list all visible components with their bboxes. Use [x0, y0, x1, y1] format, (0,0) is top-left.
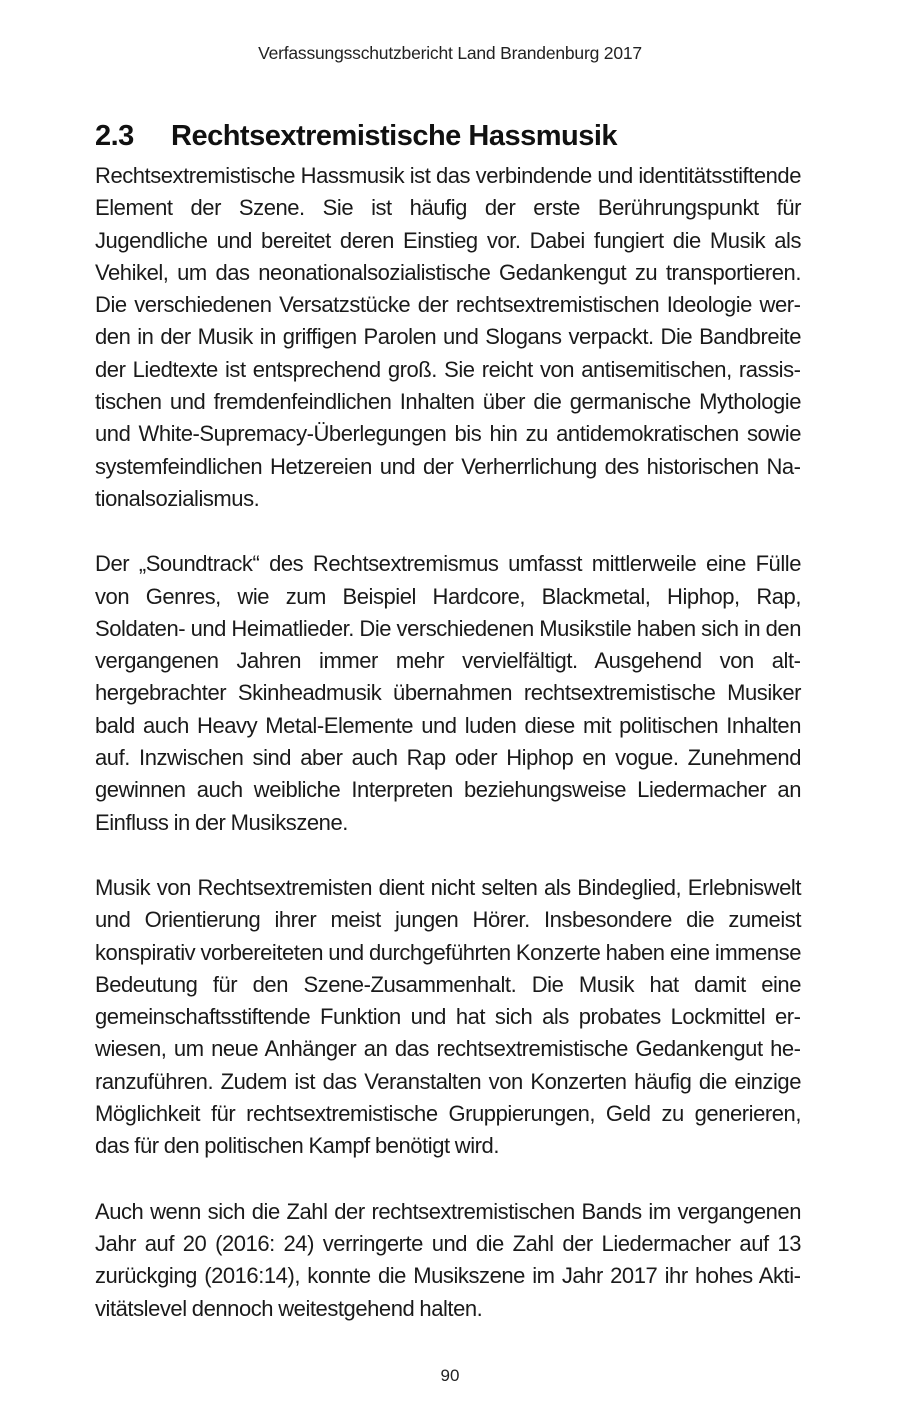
paragraph-1: Rechtsextremistische Hassmusik ist das verbindende und identitätsstiftende Element der Szene. Sie ist häufig der erste Berührungspunkt für Jugendliche und bereitet deren Einstieg vor. Dabei fungiert die Musik als Vehikel, um das neonationalsozialistische Gedankengut zu transportieren. Die verschiedenen Versatzstücke der rechtsextremistischen Ideologie werden in der Musik in griffigen Parolen und Slogans verpackt. Die Bandbreite der Liedtexte ist entsprechend groß. Sie reicht von antisemitischen, rassistischen und fremdenfeindlichen Inhalten über die germanische Mythologie und White-Supremacy-Überlegungen bis hin zu antidemokratischen sowie systemfeindlichen Hetzereien und der Verherrlichung des historischen Nationalsozialismus.	[95, 163, 801, 511]
body-text	[95, 160, 801, 1358]
section-title: Rechtsextremistische Hassmusik	[171, 120, 618, 153]
paragraph-2: Der „Soundtrack“ des Rechtsextremismus umfasst mittlerweile eine Fülle von Genres, wie zum Beispiel Hardcore, Blackmetal, Hiphop, Rap, Soldaten- und Heimatlieder. Die verschiedenen Musikstile haben sich in den vergangenen Jahren immer mehr vervielfältigt. Ausgehend von althergebrachter Skinheadmusik übernahmen rechtsextremistische Musiker bald auch Heavy Metal-Elemente und luden diese mit politischen Inhalten auf. Inzwischen sind aber auch Rap oder Hiphop en vogue. Zunehmend gewinnen auch weibliche Interpreten beziehungsweise Liedermacher an Einfluss in der Musikszene.	[95, 551, 801, 835]
section-number: 2.3	[95, 120, 134, 153]
paragraph-4: Auch wenn sich die Zahl der rechtsextremistischen Bands im vergangenen Jahr auf 20 (2016: 24) verringerte und die Zahl der Liedermacher auf 13 zurückging (2016:14), konnte die Musikszene im Jahr 2017 ihr hohes Aktivitätslevel dennoch weitestgehend halten.	[95, 1198, 801, 1321]
page-number: 90	[440, 1366, 460, 1385]
paragraph-3: Musik von Rechtsextremisten dient nicht selten als Bindeglied, Erlebniswelt und Orientierung ihrer meist jungen Hörer. Insbesondere die zumeist konspirativ vorbereiteten und durchgeführten Konzerte haben eine immense Bedeutung für den Szene-Zusammenhalt. Die Musik hat damit eine gemeinschaftsstiftende Funktion und hat sich als probates Lockmittel erwiesen, um neue Anhänger an das rechtsextremistische Gedankengut heranzuführen. Zudem ist das Veranstalten von Konzerten häufig die einzige Möglichkeit für rechtsextremistische Gruppierungen, Geld zu generieren, das für den politischen Kampf benötigt wird.	[95, 874, 801, 1159]
running-header: Verfassungsschutzbericht Land Brandenburg 2017	[258, 43, 642, 63]
section-heading	[95, 116, 815, 156]
